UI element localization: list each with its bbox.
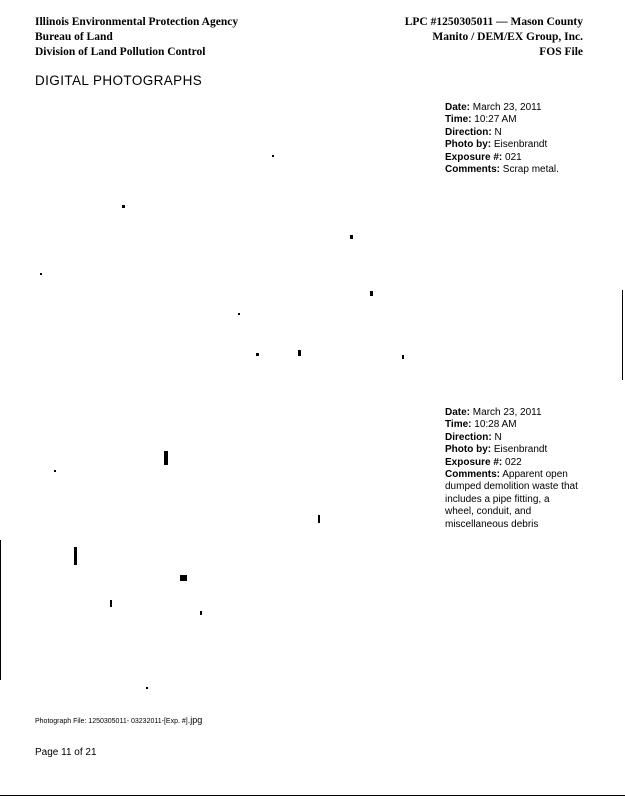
photo-speck [40,273,42,275]
scan-edge-right [622,290,623,380]
photo-by-value: Eisenbrandt [493,444,548,456]
photo-by-label: Photo by: [445,139,492,151]
photo-1 [30,95,430,385]
bureau-name: Bureau of Land [35,31,113,43]
time-label: Time: [445,419,472,431]
photo-speck [110,600,112,607]
photo-speck [370,291,373,296]
comments-label: Comments: [445,469,501,481]
file-type: FOS File [539,46,583,58]
photo-speck [180,575,187,581]
photo-file-path: Photograph File: 1250305011- 03232011-[Exp. #] [35,718,188,725]
direction-value: N [494,431,502,443]
exposure-label: Exposure #: [445,456,503,468]
exposure-value: 022 [505,456,522,468]
photo-speck [318,515,320,523]
page-number: Page 11 of 21 [35,747,97,758]
lpc-number: LPC #1250305011 — Mason County [404,16,583,28]
exposure-value: 021 [505,151,522,163]
photo-speck [122,205,125,208]
photo-speck [164,451,168,465]
photo-speck [402,355,404,359]
time-value: 10:28 AM [474,419,517,431]
photo-by-label: Photo by: [445,444,492,456]
header-right [405,15,583,60]
header-left [35,15,238,60]
comments-value: Scrap metal. [502,164,559,176]
photo-speck [200,611,202,615]
division-name: Division of Land Pollution Control [35,46,206,58]
site-name: Manito / DEM/EX Group, Inc. [432,31,583,43]
date-value: March 23, 2011 [472,102,542,113]
direction-value: N [494,126,502,138]
direction-label: Direction: [445,126,492,138]
photo-speck [350,235,353,239]
time-value: 10:27 AM [474,114,517,126]
time-label: Time: [445,114,472,126]
photo-speck [54,470,56,472]
scan-edge-bottom [0,795,625,796]
photo-file-extension: .jpg [187,715,203,725]
photo-speck [272,155,274,157]
photo-speck [298,350,301,356]
photo-by-value: Eisenbrandt [493,139,548,151]
comments-label: Comments: [445,164,501,176]
photo-1-details [445,102,595,176]
date-label: Date: [445,102,471,113]
exposure-label: Exposure #: [445,151,503,163]
photo-speck [256,353,259,356]
photo-file-caption [35,715,202,725]
page-title: DIGITAL PHOTOGRAPHS [35,73,203,88]
date-value: March 23, 2011 [472,407,542,418]
photo-speck [146,687,148,689]
direction-label: Direction: [445,431,492,443]
photo-speck [238,313,240,315]
scan-edge-left [0,540,1,680]
comments-value: Apparent open dumped demolition waste that includes a pipe fitting, a wheel, conduit, and miscellaneous debris [445,469,578,530]
photo-2 [30,395,430,695]
agency-name: Illinois Environmental Protection Agency [35,16,239,28]
photo-2-details [445,407,595,531]
date-label: Date: [445,407,471,418]
photo-speck [74,547,77,565]
